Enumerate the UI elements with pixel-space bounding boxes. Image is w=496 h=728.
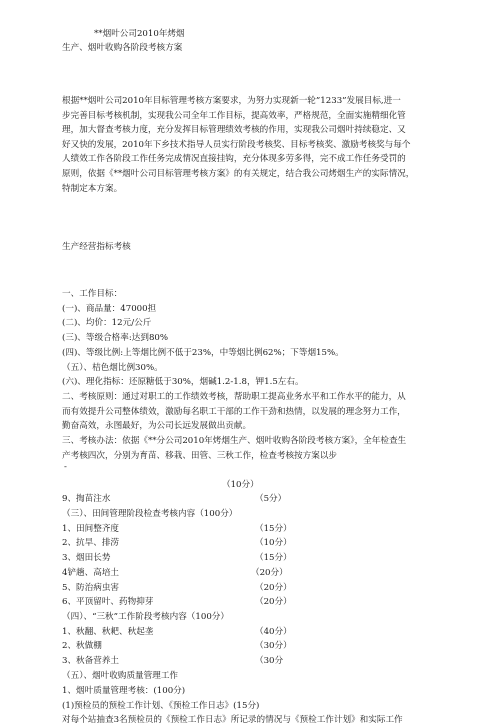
list-item (62, 626, 302, 638)
list-item (62, 493, 302, 505)
intro-line: 人绩效工作各阶段工作任务完成情况直接挂钩，充分体现多劳多得，完不成工作任务受罚的 (62, 154, 406, 165)
intro-paragraph (62, 94, 414, 196)
list-item (62, 523, 302, 535)
item-name: 4铲趟、高培土 (62, 568, 120, 578)
principle-line: 勤奋高效，永图最好，为公司长远发展做出贡献。 (62, 421, 252, 432)
item-score: （20分） (251, 568, 288, 578)
item-name: 3、烟田长势 (62, 553, 111, 563)
principle-line: 二、考核原则：通过对职工的工作绩效考核，帮助职工提高业务水平和工作水平的能力，从 (62, 392, 406, 402)
indicator-line: (一)、商品量：47000担 (62, 303, 157, 314)
item-score: （15分） (255, 553, 292, 563)
section-3-heading: （三）、田间管理阶段检查考核内容（100分） (62, 509, 238, 519)
list-item (62, 537, 302, 549)
item-score: （20分） (255, 597, 292, 607)
list-item (62, 596, 302, 608)
item-score: （10分） (255, 538, 292, 548)
intro-line: 根据**烟叶公司2010年目标管理考核方案要求，为努力实现新一轮”1233”发展目标,进一 (62, 96, 401, 106)
principle-line: 而有效提升公司整体绩效，激励每名职工干部的工作干劲和热情，以发展的理念努力工作， (62, 406, 406, 417)
item-name: 2、秋做棚 (62, 641, 102, 651)
section-5-line: 1、烟叶质量管理考核：(100分) (62, 686, 186, 696)
indicator-line: (二)、均价：12元/公斤 (62, 318, 152, 329)
indicator-line: (六)、理化指标：还原糖低于30%，烟碱1.2-1.8，钾1.5左右。 (62, 377, 304, 388)
item-name: 9、掏苗注水 (62, 494, 111, 504)
item-score: （40分） (255, 627, 292, 637)
section-5-line: 对每个站抽查3名预检员的《预检工作日志》所记录的情况与《预检工作计划》和实际工作 (62, 715, 403, 726)
section-5-line: (1)预检员的预检工作计划、《预检工作日志》(15分) (62, 700, 260, 711)
section-5-heading: （五）、烟叶收购质量管理工作 (62, 671, 179, 681)
score-10: （10分） (222, 480, 259, 490)
item-score: （15分） (255, 524, 292, 534)
item-name: 1、秋翻、秋耙、秋起垄 (62, 627, 154, 637)
indicator-line: （五）、桔色烟比例30%。 (62, 362, 163, 373)
item-score: （5分） (255, 494, 287, 504)
indicator-line: 一、工作目标： (62, 289, 123, 299)
item-score: （30分） (255, 641, 292, 651)
item-name: 5、防治病虫害 (62, 583, 120, 593)
list-item (62, 655, 302, 667)
item-name: 6、平顶留叶、药物抑芽 (62, 597, 154, 607)
method-line: 三、考核办法：依据《**分公司2010年烤烟生产、烟叶收购各阶段考核方案》，全年检查生 (62, 436, 407, 446)
intro-line: 好又快的发展，2010年下乡技术指导人员实行阶段考核奖、目标考核奖、激励考核奖与每个 (62, 139, 411, 150)
item-score: （20分） (255, 583, 292, 593)
intro-line: 理，加大督查考核力度，充分发挥目标管理绩效考核的作用，实现我公司烟叶持续稳定、又 (62, 125, 406, 136)
indicator-line: (四)、等级比例:上等烟比例不低于23%，中等烟比例62%；下等烟15%。 (62, 347, 344, 358)
method-line: 产考核四次，分别为育苗、移栽、田管、三秋工作，检查考核按方案以步 (62, 450, 338, 461)
section-4-heading: （四）、“三秋”工作阶段考核内容（100分） (62, 612, 229, 622)
indicator-line: (三)、等级合格率:达到80% (62, 333, 169, 344)
intro-line: 特制定本方案。 (62, 183, 123, 194)
section-5-body (62, 684, 403, 728)
item-name: 2、抗旱、排涝 (62, 538, 120, 548)
doc-title-line2: 生产、烟叶收购各阶段考核方案 (62, 43, 183, 53)
list-item (62, 582, 302, 594)
bullet-dot: - (64, 462, 67, 472)
list-item (62, 640, 302, 652)
section-heading: 生产经营指标考核 (62, 242, 131, 252)
principle-paragraph (62, 390, 406, 434)
item-name: 1、田间整齐度 (62, 524, 120, 534)
method-paragraph (62, 434, 406, 463)
intro-line: 步完善目标考核机制，实现我公司全年工作目标，提高效率，严格规范，全面实施精细化管 (62, 110, 406, 121)
list-item (62, 567, 302, 579)
indicator-list (62, 287, 344, 390)
doc-title-line1: **烟叶公司2010年烤烟 (94, 29, 185, 39)
item-score: （30分 (255, 656, 284, 666)
item-name: 3、秋备营养土 (62, 656, 120, 666)
intro-line: 原则，依据《**烟叶公司目标管理考核方案》的有关规定，结合我公司烤烟生产的实际情况， (62, 168, 415, 179)
list-item (62, 552, 302, 564)
